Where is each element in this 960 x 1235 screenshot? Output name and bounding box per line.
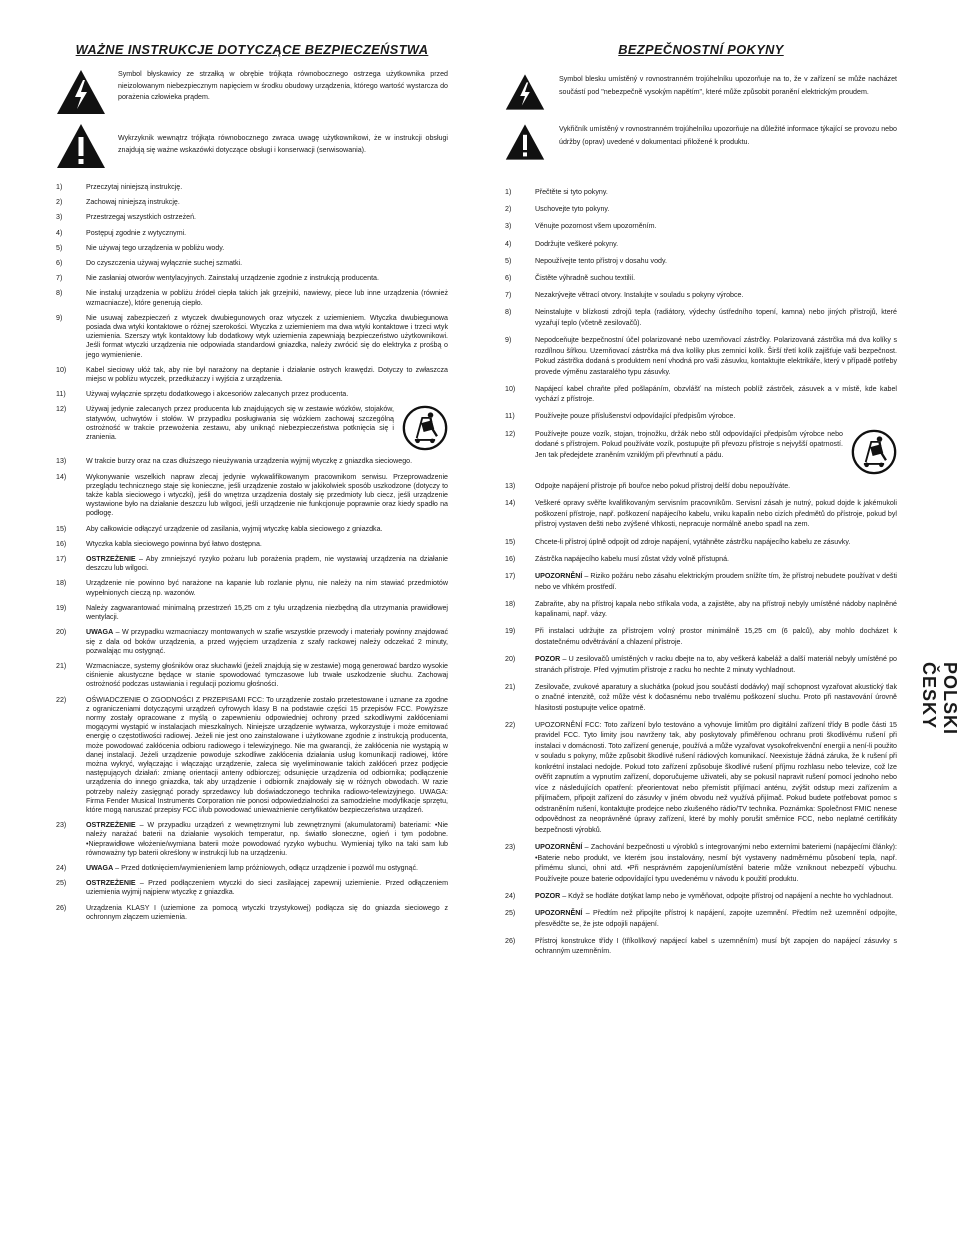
item-number: 15) — [505, 537, 516, 546]
item-body: Aby całkowicie odłączyć urządzenie od zasilania, wyjmij wtyczkę kabla sieciowego z gniazdka. — [86, 524, 383, 533]
item-lead-warning: UWAGA — [86, 863, 114, 872]
item-number: 18) — [505, 599, 516, 608]
side-label-polski: POLSKI — [940, 662, 960, 736]
list-item — [505, 273, 897, 284]
list-item — [56, 525, 448, 534]
list-item — [505, 682, 897, 714]
item-body: Napájecí kabel chraňte před pošlapáním, obzvlášť na místech poblíž zástrček, zásuvek a v místě, kde kabel vychází z přístroje. — [535, 384, 897, 404]
item-text — [86, 821, 448, 858]
list-item — [505, 384, 897, 405]
item-body: – Předtím než připojíte přístroj k napájení, zapojte uzemnění. Předtím než uzemnění odpojíte, přesvědčte se, že jste odpojili napájení. — [535, 909, 897, 928]
item-lead-warning: UPOZORNĚNÍ — [535, 909, 583, 917]
item-body: Zabraňte, aby na přístroj kapala nebo stříkala voda, a zajistěte, aby na přístroji nebyly umístěné nádoby naplněné kapalinami, např. vázy. — [535, 599, 897, 619]
item-body: Veškeré opravy svěřte kvalifikovaným servisním pracovníkům. Servisní zásah je nutný, pokud dojde k jakémukoli poškození přístroje, např. poškození napájecího kabelu, vniku kapalin nebo cizích předmětů do přístroje, pokud byl přístroj vystaven dešti nebo zvýšené vlhkosti, nepracuje normálně anebo spadl na zem. — [535, 499, 897, 529]
item-number: 19) — [505, 627, 516, 636]
item-text — [86, 457, 448, 466]
item-text — [535, 187, 897, 198]
list-item — [56, 390, 448, 399]
czech-title: BEZPEČNOSTNÍ POKYNY — [618, 42, 784, 57]
side-language-labels — [918, 662, 960, 761]
item-body: Nie usuwaj zabezpieczeń z wtyczek dwubiegunowych oraz wtyczek z uziemieniem. Wtyczka dwubiegunowa posiada dwa wtyki kontaktowe o różnej szerokości. Wtyczka z uziemieniem ma dwa wtyki kontaktowe i trzeci wtyk uziemienia. Szerszy wtyk kontaktowy lub dodatkowy wtyk uziemienia zapewniają bezpieczeństwo użytkownikowi. Jeśli format wtyczki urządzenia nie odpowiada standardowi gniazdka, należy zwrócić się do elektryka z prośbą o jego wymienienie. — [86, 313, 448, 359]
item-number: 22) — [56, 695, 67, 704]
item-text — [535, 256, 897, 267]
polish-instruction-list — [56, 183, 448, 922]
item-text — [86, 579, 448, 597]
item-text — [86, 259, 448, 268]
item-body: Postępuj zgodnie z wytycznymi. — [86, 228, 187, 237]
item-body: – W przypadku urządzeń z wewnętrznymi lub zewnętrznymi (akumulatorami) bateriami: •Nie należy narażać baterii na działanie wysokich temperatur, np. światło słoneczne, ogień i tym podobne. •Nieprawidłowe włożenie/wymiana baterii może powodować ryzyko wybuchu. Wymieniaj tylko na taki sam lub równoważny typ baterii określony w instrukcji lub na urządzeniu. — [86, 821, 448, 857]
item-number: 15) — [56, 524, 67, 533]
item-body: Uschovejte tyto pokyny. — [535, 205, 610, 214]
item-body: Používejte pouze vozík, stojan, trojnožku, držák nebo stůl odpovídající předpisům výrobce nebo dodané s přístrojem. Pokud používáte vozík, postupujte při převozu přístroje s nejvyšší opatrností. Jen tak předejdete zraněním vzniklým při převrhnutí a pádu. — [535, 429, 843, 459]
item-text — [535, 599, 897, 620]
item-body: Przeczytaj niniejszą instrukcję. — [86, 183, 183, 191]
item-text — [86, 244, 448, 253]
list-item — [56, 259, 448, 268]
item-number: 16) — [505, 554, 516, 563]
item-body: Wtyczka kabla sieciowego powinna być łatwo dostępna. — [86, 539, 262, 548]
item-body: Przestrzegaj wszystkich ostrzeżeń. — [86, 213, 196, 222]
item-number: 6) — [56, 259, 63, 268]
side-label-cesky: ČESKY — [919, 662, 939, 730]
list-item — [505, 290, 897, 301]
item-text — [86, 405, 448, 451]
list-item — [505, 204, 897, 215]
item-text — [535, 204, 897, 215]
list-item — [505, 239, 897, 250]
item-body: Odpojte napájení přístroje při bouřce nebo pokud přístroj delší dobu nepoužíváte. — [535, 482, 791, 491]
list-item — [56, 274, 448, 283]
item-number: 14) — [56, 472, 67, 481]
list-item — [56, 696, 448, 816]
item-text — [535, 842, 897, 884]
list-item — [505, 654, 897, 675]
list-item — [505, 335, 897, 377]
item-number: 6) — [505, 273, 512, 282]
item-number: 23) — [505, 843, 516, 852]
list-item — [56, 662, 448, 690]
item-body: Nie używaj tego urządzenia w pobliżu wody. — [86, 243, 225, 252]
item-number: 3) — [56, 213, 63, 222]
item-number: 19) — [56, 603, 67, 612]
list-item — [56, 457, 448, 466]
item-text — [86, 473, 448, 519]
item-text — [535, 626, 897, 647]
list-item — [56, 213, 448, 222]
list-item — [505, 221, 897, 232]
item-body: Nepodceňujte bezpečnostní účel polarizované nebo uzemňovací zástrčky. Polarizovaná zástrčka má dva kolíky s rozdílnou šířkou. Uzemňovací zástrčka má dva kolíky plus zemnicí kolík. Širší třetí kolík zajišťuje vaši bezpečnost. Pokud zástrčka dodaná s produktem není vhodná pro vaši zásuvku, kontaktujte elektrikáře, který v případě potřeby provede výměnu zastaralého typu zásuvky. — [535, 336, 897, 376]
item-number: 21) — [505, 682, 516, 691]
item-text — [86, 864, 448, 873]
list-item — [56, 821, 448, 858]
item-number: 12) — [505, 429, 516, 438]
list-item — [505, 411, 897, 422]
item-text — [535, 891, 897, 902]
list-item — [505, 936, 897, 957]
item-number: 21) — [56, 661, 67, 670]
list-item — [505, 554, 897, 565]
item-text — [86, 604, 448, 622]
item-number: 26) — [56, 903, 67, 912]
item-number: 3) — [505, 222, 512, 231]
item-body: Chcete-li přístroj úplně odpojit od zdroje napájení, vytáhněte zástrčku napájecího kabelu ze zásuvky. — [535, 537, 851, 546]
item-body: Nezakrývejte větrací otvory. Instalujte v souladu s pokyny výrobce. — [535, 291, 744, 300]
list-item — [505, 842, 897, 884]
item-number: 2) — [505, 205, 512, 214]
list-item — [56, 579, 448, 597]
item-number: 8) — [505, 308, 512, 317]
item-body: Přístroj konstrukce třídy I (tříkolíkový napájecí kabel s uzemněním) musí být zapojen do napájecí zásuvky s ochranným uzemněním. — [535, 936, 897, 956]
item-number: 4) — [505, 239, 512, 248]
item-text — [86, 274, 448, 283]
list-item — [56, 183, 448, 192]
polish-title: WAŻNE INSTRUKCJE DOTYCZĄCE BEZPIECZEŃSTWA — [75, 42, 429, 57]
list-item — [56, 289, 448, 307]
item-body: Zástrčka napájecího kabelu musí zůstat vždy volně přístupná. — [535, 554, 729, 563]
list-item — [56, 244, 448, 253]
item-number: 18) — [56, 579, 67, 588]
item-body: UPOZORNĚNÍ FCC: Toto zařízení bylo testováno a vyhovuje limitům pro digitální zařízení třídy B podle části 15 pravidel FCC. Tyto limity jsou navrženy tak, aby poskytovaly přiměřenou ochranu proti škodlivému rušení při instalaci v domácnosti. Toto zařízení generuje, používá a může vyzařovat vysokofrekvenční energii a není-li použito v souladu s pokyny, může způsobit škodlivé rušení rádiových komunikací. Neexistuje žádná záruka, že k rušení při konkrétní instalaci nedojde. Pokud toto zařízení způsobuje škodlivé rušení příjmu rozhlasu nebo televize, což lze ověřit zapnutím a vypnutím zařízení, doporučujeme uživateli, aby se pokusil napravit rušení pomocí jednoho nebo více z následujících opatření: přeorientovat nebo přemístit přijímací anténu, zvýšit odstup mezi zařízením a přijímačem, připojit zařízení do zásuvky v jiném obvodu než využívá přijímač. Pokud budete potřebovat pomoc s odstraněním rušení, kontaktujte prodejce nebo zkušeného rádio/TV technika. Poznámka: Společnost FMIC nenese odpovědnost za neoprávněné úpravy zařízení, které by mohly porušit směrnice FCC, nebo neplatné certifikáty bezpečnosti výrobků. — [535, 720, 897, 834]
lightning-warning-icon — [505, 73, 545, 111]
list-item — [505, 307, 897, 328]
czech-column — [505, 42, 897, 963]
list-item — [505, 626, 897, 647]
item-text — [535, 720, 897, 836]
item-body: – Przed dotknięciem/wymienieniem lamp próżniowych, odłącz urządzenie i pozwól mu ostygnąć. — [113, 863, 418, 872]
item-text — [535, 682, 897, 714]
exclamation-warning-icon — [56, 123, 106, 169]
list-item — [505, 256, 897, 267]
item-lead-warning: OSTRZEŻENIE — [86, 821, 136, 830]
item-lead-warning: UPOZORNĚNÍ — [535, 572, 583, 580]
item-lead-warning: UPOZORNĚNÍ — [535, 843, 583, 852]
item-number: 24) — [56, 863, 67, 872]
item-text — [86, 696, 448, 816]
item-body: Urządzenia KLASY I (uziemione za pomocą wtyczki trzystykowej) podłącza się do gniazda sieciowego z ochronnym złączem uziemienia. — [86, 903, 448, 921]
item-body: Zesilovače, zvukové aparatury a sluchátka (pokud jsou součástí dodávky) mají schopnost vyzařovat akustický tlak o značné intenzitě, což může vést k dočasnému nebo trvalému poškození sluchu. Proto při nastavování úrovně hlasitosti postupujte velice opatrně. — [535, 682, 897, 712]
list-item — [56, 879, 448, 897]
item-number: 23) — [56, 821, 67, 830]
item-number: 13) — [56, 457, 67, 466]
item-body: Při instalaci udržujte za přístrojem volný prostor minimálně 15,25 cm (6 palců), aby mohlo docházet k dostatečnému odvětrávání a chlazení přístroje. — [535, 627, 897, 646]
item-number: 10) — [56, 365, 67, 374]
list-item — [505, 429, 897, 475]
item-number: 22) — [505, 720, 516, 729]
list-item — [56, 366, 448, 384]
item-text — [86, 183, 448, 192]
item-number: 4) — [56, 228, 63, 237]
item-lead-warning: POZOR — [535, 891, 561, 900]
list-item — [56, 540, 448, 549]
list-item — [56, 604, 448, 622]
exclamation-symbol-text: Wykrzyknik wewnątrz trójkąta równobocznego zwraca uwagę użytkownikowi, że w instrukcji obsługi znajdują się ważne wskazówki dotyczące obsługi i konserwacji (serwisowania). — [118, 134, 448, 154]
lightning-warning-icon — [56, 69, 106, 115]
list-item — [505, 498, 897, 530]
item-lead-warning: OSTRZEŻENIE — [86, 879, 136, 888]
item-body: Wzmacniacze, systemy głośników oraz słuchawki (jeżeli znajdują się w zestawie) mogą generować bardzo wysokie ciśnienie akustyczne będące w stanie spowodować tymczasowe lub trwałe uszkodzenie słuchu. Zachowaj ostrożność podczas ustawiania i regulacji poziomu głośności. — [86, 661, 448, 689]
item-body: Kabel sieciowy ułóż tak, aby nie był narażony na deptanie i działanie ostrych krawędzi. Dotyczy to zwłaszcza miejsc w pobliżu wtyczek, przedłużaczy i wyjścia z urządzenia. — [86, 365, 448, 384]
item-number: 11) — [505, 412, 515, 421]
item-text — [535, 654, 897, 675]
czech-instruction-list — [505, 187, 897, 957]
exclamation-symbol-text-cz: Vykřičník umístěný v rovnostranném trojúhelníku upozorňuje na důležité informace týkající se provozu nebo údržby (oprav) uvedené v dokumentaci přiložené k produktu. — [559, 125, 897, 146]
list-item — [56, 314, 448, 360]
item-body: – U zesilovačů umístěných v racku dbejte na to, aby veškerá kabeláž a další materiál nebyly umístěné po stranách přístroje. Před vyjmutím přístroje z racku ho nechte 2 minuty vychladnout. — [535, 655, 897, 674]
list-item — [505, 571, 897, 592]
item-text — [86, 289, 448, 307]
item-text — [86, 213, 448, 222]
list-item — [505, 720, 897, 836]
item-text — [86, 314, 448, 360]
item-body: – W przypadku wzmacniaczy montowanych w szafie wszystkie przewody i materiały powinny znajdować się z dala od boków urządzenia, a przed wyjęciem urządzenia z szafy rackowej należy odczekać 2 minuty, pozwalając mu ostygnąć. — [86, 628, 448, 655]
exclamation-symbol-row-cz — [505, 123, 897, 161]
list-item — [56, 229, 448, 238]
item-text — [535, 221, 897, 232]
item-body: Nie instaluj urządzenia w pobliżu źródeł ciepła takich jak grzejniki, nawiewy, piece lub inne urządzenia (również wzmacniacze), które generują ciepło. — [86, 289, 448, 307]
item-body: Přečtěte si tyto pokyny. — [535, 188, 608, 196]
item-number: 20) — [56, 628, 67, 637]
item-body: Zachowaj niniejszą instrukcję. — [86, 198, 180, 207]
item-body: Do czyszczenia używaj wyłącznie suchej szmatki. — [86, 259, 243, 268]
item-number: 5) — [56, 243, 63, 252]
item-text — [535, 239, 897, 250]
item-text — [86, 904, 448, 922]
cart-tip-over-warning-icon — [851, 429, 897, 475]
item-body: Urządzenie nie powinno być narażone na kapanie lub rozlanie płynu, nie należy na nim stawiać przedmiotów wypełnionych cieczą np. wazonów. — [86, 579, 448, 597]
item-text — [535, 307, 897, 328]
item-body: Dodržujte veškeré pokyny. — [535, 239, 619, 248]
item-text — [86, 540, 448, 549]
item-lead-warning: POZOR — [535, 655, 561, 664]
list-item — [56, 904, 448, 922]
item-number: 5) — [505, 256, 512, 265]
lightning-symbol-row-cz — [505, 73, 897, 111]
item-number: 1) — [56, 183, 63, 191]
item-text — [86, 879, 448, 897]
item-text — [86, 390, 448, 399]
item-number: 7) — [505, 291, 512, 300]
list-item — [505, 891, 897, 902]
item-lead-warning: UWAGA — [86, 628, 114, 637]
item-number: 14) — [505, 499, 516, 508]
item-number: 9) — [505, 336, 512, 344]
list-item — [56, 405, 448, 451]
item-body: Nie zasłaniaj otworów wentylacyjnych. Zainstaluj urządzenie zgodnie z instrukcją producenta. — [86, 274, 379, 283]
item-text — [86, 662, 448, 690]
exclamation-warning-icon — [505, 123, 545, 161]
list-item — [56, 473, 448, 519]
lightning-symbol-row — [56, 69, 448, 115]
item-body: Neinstalujte v blízkosti zdrojů tepla (radiátory, výdechy ústředního topení, kamna) nebo jiných přístrojů, které vyzařují teplo (včetně zesilovačů). — [535, 308, 897, 327]
item-text — [535, 481, 897, 492]
list-item — [56, 198, 448, 207]
item-body: Używaj jedynie zalecanych przez producenta lub znajdujących się w zestawie wózków, stojaków, statywów, uchwytów i stołów. W przypadku posługiwania się wózkiem zachowaj szczególną ostrożność w trakcie przewożenia zestawu, aby uniknąć niebezpieczeństwa potknięcia się i zranienia. — [86, 405, 394, 442]
item-text — [86, 198, 448, 207]
item-text — [86, 525, 448, 534]
item-text — [535, 908, 897, 929]
list-item — [56, 628, 448, 656]
item-number: 2) — [56, 198, 63, 207]
lightning-symbol-text-cz: Symbol blesku umístěný v rovnostranném trojúhelníku upozorňuje na to, že v zařízení se může nacházet součástí pod "nebezpečně vysokým napětím", které může způsobit poranění elektrickým proudem. — [559, 75, 897, 96]
item-number: 12) — [56, 405, 67, 414]
item-body: Używaj wyłącznie sprzętu dodatkowego i akcesoriów zalecanych przez producenta. — [86, 390, 349, 399]
polish-column — [56, 42, 448, 928]
item-body: Należy zagwarantować minimalną przestrzeń 15,25 cm z tyłu urządzenia niezbędną dla utrzymania prawidłowej wentylacji. — [86, 603, 448, 622]
item-body: – Když se hodláte dotýkat lamp nebo je vyměňovat, odpojte přístroj od napájení a nechte ho vychladnout. — [560, 891, 894, 900]
item-body: Používejte pouze příslušenství odpovídající předpisům výrobce. — [535, 412, 736, 421]
item-number: 26) — [505, 936, 516, 945]
item-body: – Zachování bezpečnosti u výrobků s integrovanými nebo externími bateriemi (napájecími články): •Baterie nebo produkt, ve kterém jsou instalovány, nesmí být vystaveny nadměrnému působení tepla, např. přímému slunci, ohni atd. •Při nesprávném zapojení/umístění baterie může vzniknout nebezpečí výbuchu. Používejte pouze baterie odpovídající typu uvedenému v návodu k použití produktu. — [535, 843, 897, 883]
item-number: 24) — [505, 891, 516, 900]
cart-tip-over-warning-icon — [402, 405, 448, 451]
item-text — [535, 571, 897, 592]
list-item — [505, 481, 897, 492]
item-number: 17) — [505, 572, 516, 580]
item-number: 10) — [505, 384, 516, 393]
item-text — [535, 384, 897, 405]
item-number: 9) — [56, 313, 63, 322]
item-body: – Przed podłączeniem wtyczki do sieci zasilającej zapewnij uziemienie. Przed odłączeniem uziemienia wyjmij najpierw wtyczkę z gniazdka. — [86, 879, 448, 897]
item-number: 7) — [56, 274, 63, 283]
item-body: – Riziko požáru nebo zásahu elektrickým proudem snížíte tím, že přístroj nebudete používat v dešti nebo ve vlhkém prostředí. — [535, 572, 897, 591]
list-item — [505, 187, 897, 198]
exclamation-symbol-row — [56, 123, 448, 169]
list-item — [505, 599, 897, 620]
item-text — [535, 554, 897, 565]
item-body: W trakcie burzy oraz na czas dłuższego nieużywania urządzenia wyjmij wtyczkę z gniazdka sieciowego. — [86, 457, 413, 466]
item-text — [535, 498, 897, 530]
item-number: 17) — [56, 555, 67, 564]
item-text — [86, 628, 448, 656]
item-body: – Aby zmniejszyć ryzyko pożaru lub porażenia prądem, nie wystawiaj urządzenia na działanie deszczu lub wilgoci. — [86, 555, 448, 573]
item-text — [86, 229, 448, 238]
item-text — [535, 537, 897, 548]
item-body: Nepoužívejte tento přístroj v dosahu vody. — [535, 256, 667, 265]
item-number: 20) — [505, 655, 516, 664]
item-body: Věnujte pozornost všem upozorněním. — [535, 222, 657, 231]
item-text — [535, 429, 897, 475]
item-text — [535, 290, 897, 301]
item-text — [535, 936, 897, 957]
item-number: 1) — [505, 188, 512, 196]
list-item — [505, 537, 897, 548]
item-number: 16) — [56, 539, 67, 548]
item-body: Čistěte výhradně suchou textilií. — [535, 273, 636, 282]
item-number: 25) — [505, 909, 516, 917]
item-number: 25) — [56, 879, 67, 888]
list-item — [56, 555, 448, 573]
item-text — [535, 411, 897, 422]
item-body: OŚWIADCZENIE O ZGODNOŚCI Z PRZEPISAMI FCC: To urządzenie zostało przetestowane i uznane za zgodne z ograniczeniami dotyczącymi urządzeń cyfrowych klasy B na podstawie części 15 przepisów FCC. Powyższe normy zostały opracowane z myślą o zapewnieniu odpowiedniej ochrony przed szkodliwymi zakłóceniami mogącymi wystąpić w instalacjach mieszkalnych. Niniejsze urządzenie wytwarza, wykorzystuje i może emitować energię o częstotliwości radiowej. Jeżeli nie jest ono zainstalowane i użytkowane zgodnie z instrukcją producenta, może powodować zakłócenia odbioru radiowego i telewizyjnego. Nie ma gwarancji, że zakłócenia nie wystąpią w danej instalacji. Jeżeli urządzenie powoduje szkodliwe zakłócenia działania usług komunikacji radiowej, które można wykryć, wyłączając i włączając urządzenie, zaleca się wyeliminowanie takich zakłóceń przez podjęcie następujących działań: zmianę orientacji anteny odbiorczej; odsunięcie urządzenia od odbiornika; podłączenie urządzenia do innego gniazdka, tak aby urządzenie i odbiornik znajdowały się w różnych obwodach. W razie potrzeby należy zasięgnąć porady sprzedawcy lub doświadczonego technika radiowo-telewizyjnego. UWAGA: Firma Fender Musical Instruments Corporation nie ponosi odpowiedzialności za samodzielne modyfikacje sprzętu, które mogą naruszać przepisy FCC i/lub powodować unieważnienie certyfikatów bezpieczeństwa urządzeń. — [86, 695, 448, 814]
item-number: 11) — [56, 390, 66, 399]
item-number: 13) — [505, 482, 516, 491]
lightning-symbol-text: Symbol błyskawicy ze strzałką w obrębie trójkąta równobocznego ostrzega użytkownika przed nieizolowanym niebezpiecznym napięciem w środku obudowy urządzenia, którego wartość wystarcza do porażenia człowieka prądem. — [118, 70, 448, 102]
item-text — [535, 273, 897, 284]
item-text — [535, 335, 897, 377]
item-body: Wykonywanie wszelkich napraw zlecaj jedynie wykwalifikowanym pracownikom serwisu. Przeprowadzenie przeglądu technicznego staje się konieczne, jeśli urządzenie zostało w jakikolwiek sposób uszkodzone (dotyczy to także kabla sieciowego i wtyczki), jeśli do wnętrza urządzenia dostały się przedmioty lub ciecz, jeśli urządzenie wystawione było na działanie deszczu lub wilgoci, jeśli urządzenie nie funkcjonuje poprawnie oraz kiedy spadło na podłogę. — [86, 472, 448, 518]
list-item — [505, 908, 897, 929]
item-lead-warning: OSTRZEŻENIE — [86, 555, 136, 564]
list-item — [56, 864, 448, 873]
item-text — [86, 555, 448, 573]
item-number: 8) — [56, 289, 63, 298]
item-text — [86, 366, 448, 384]
